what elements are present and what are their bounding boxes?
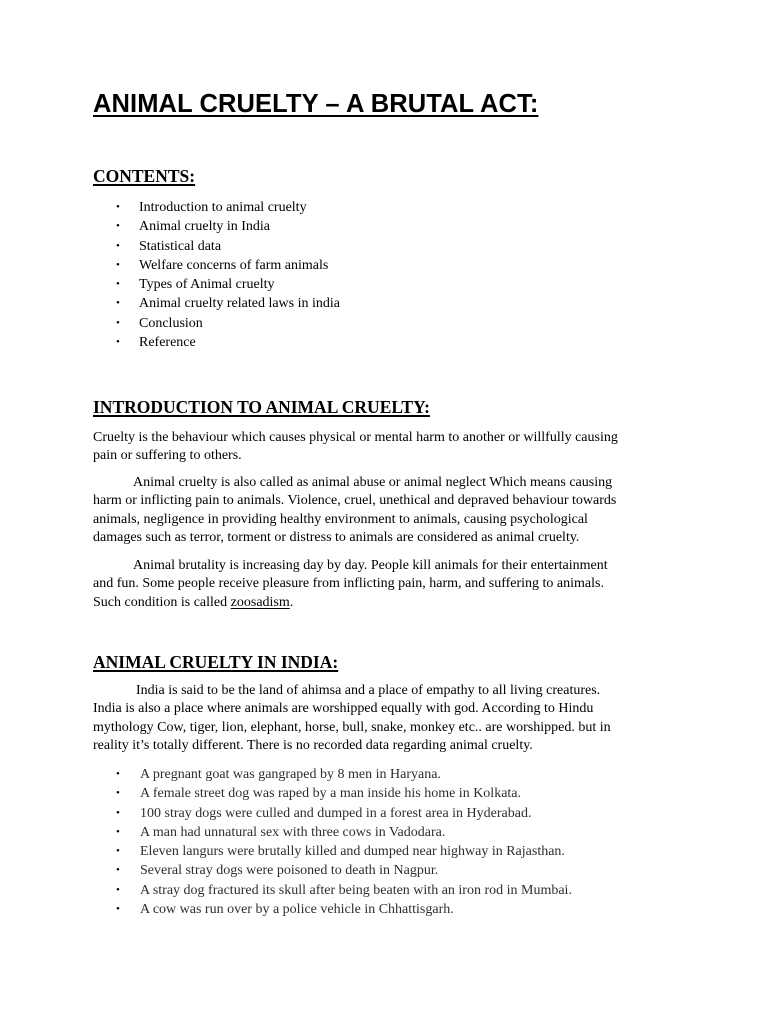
case-item: A pregnant goat was gangraped by 8 men in Haryana.	[140, 767, 441, 782]
zoosadism-link[interactable]: zoosadism	[230, 594, 290, 610]
contents-heading: CONTENTS:	[93, 166, 196, 186]
document-title: ANIMAL CRUELTY – A BRUTAL ACT:	[93, 90, 539, 118]
intro-paragraph-3	[93, 557, 683, 612]
bullet-icon: •	[116, 883, 120, 896]
bullet-icon: •	[116, 806, 120, 819]
bullet-icon: •	[116, 220, 120, 233]
text-line: Cruelty is the behaviour which causes physical or mental harm to another or willfully causing	[93, 430, 618, 445]
case-item: 100 stray dogs were culled and dumped in a forest area in Hyderabad.	[140, 805, 532, 821]
contents-item: Types of Animal cruelty	[139, 277, 275, 293]
contents-item: Animal cruelty in India	[139, 219, 271, 235]
text-line: animals, negligence in providing healthy environment to animals, causing psychological	[93, 511, 588, 527]
text-line	[93, 594, 683, 612]
bullet-icon: •	[116, 768, 120, 780]
text-line: harm or inflicting pain to animals. Violence, cruel, unethical and depraved behaviour towards	[93, 493, 617, 509]
text-line: India is also a place where animals are worshipped equally with god. According to Hindu	[93, 701, 594, 717]
text-line: mythology Cow, tiger, lion, elephant, horse, bull, snake, monkey etc.. are worshipped. but in	[93, 719, 611, 735]
contents-item: Statistical data	[139, 238, 222, 254]
case-item: Eleven langurs were brutally killed and dumped near highway in Rajasthan.	[140, 844, 565, 860]
text-fragment: Such condition is called	[93, 594, 231, 610]
text-line: pain or suffering to others.	[93, 448, 242, 464]
contents-item: Animal cruelty related laws in india	[139, 296, 340, 312]
bullet-icon: •	[116, 239, 120, 252]
text-line: and fun. Some people receive pleasure from inflicting pain, harm, and suffering to animals.	[93, 576, 604, 592]
intro-paragraph-1	[93, 429, 683, 466]
bullet-icon: •	[116, 316, 120, 329]
text-line: India is said to be the land of ahimsa and a place of empathy to all living creatures.	[136, 683, 601, 698]
introduction-heading: INTRODUCTION TO ANIMAL CRUELTY:	[93, 397, 430, 417]
contents-item: Introduction to animal cruelty	[139, 200, 307, 215]
bullet-icon: •	[116, 258, 120, 271]
intro-paragraph-2	[93, 474, 683, 547]
india-paragraph	[93, 682, 683, 755]
contents-item: Conclusion	[139, 315, 203, 331]
case-item: A stray dog fractured its skull after being beaten with an iron rod in Mumbai.	[140, 882, 572, 898]
bullet-icon: •	[116, 201, 120, 213]
text-line: Animal cruelty is also called as animal abuse or animal neglect Which means causing	[133, 475, 613, 490]
contents-item: Reference	[139, 335, 196, 351]
india-heading: ANIMAL CRUELTY IN INDIA:	[93, 652, 339, 672]
case-item: A female street dog was raped by a man inside his home in Kolkata.	[140, 786, 522, 802]
contents-item: Welfare concerns of farm animals	[139, 257, 329, 273]
text-line: reality it’s totally different. There is no recorded data regarding animal cruelty.	[93, 737, 533, 753]
bullet-icon: •	[116, 336, 120, 349]
case-item: A man had unnatural sex with three cows in Vadodara.	[140, 824, 446, 840]
case-item: Several stray dogs were poisoned to death in Nagpur.	[140, 863, 439, 879]
bullet-icon: •	[116, 845, 120, 858]
bullet-icon: •	[116, 864, 120, 877]
text-line: damages such as terror, torment or distress to animals are considered as animal cruelty.	[93, 529, 580, 545]
bullet-icon: •	[116, 903, 120, 916]
bullet-icon: •	[116, 297, 120, 310]
text-fragment: .	[289, 594, 294, 610]
case-item: A cow was run over by a police vehicle in Chhattisgarh.	[140, 902, 454, 918]
bullet-icon: •	[116, 825, 120, 838]
text-line: Animal brutality is increasing day by day. People kill animals for their entertainment	[133, 558, 608, 573]
bullet-icon: •	[116, 278, 120, 291]
bullet-icon: •	[116, 787, 120, 800]
